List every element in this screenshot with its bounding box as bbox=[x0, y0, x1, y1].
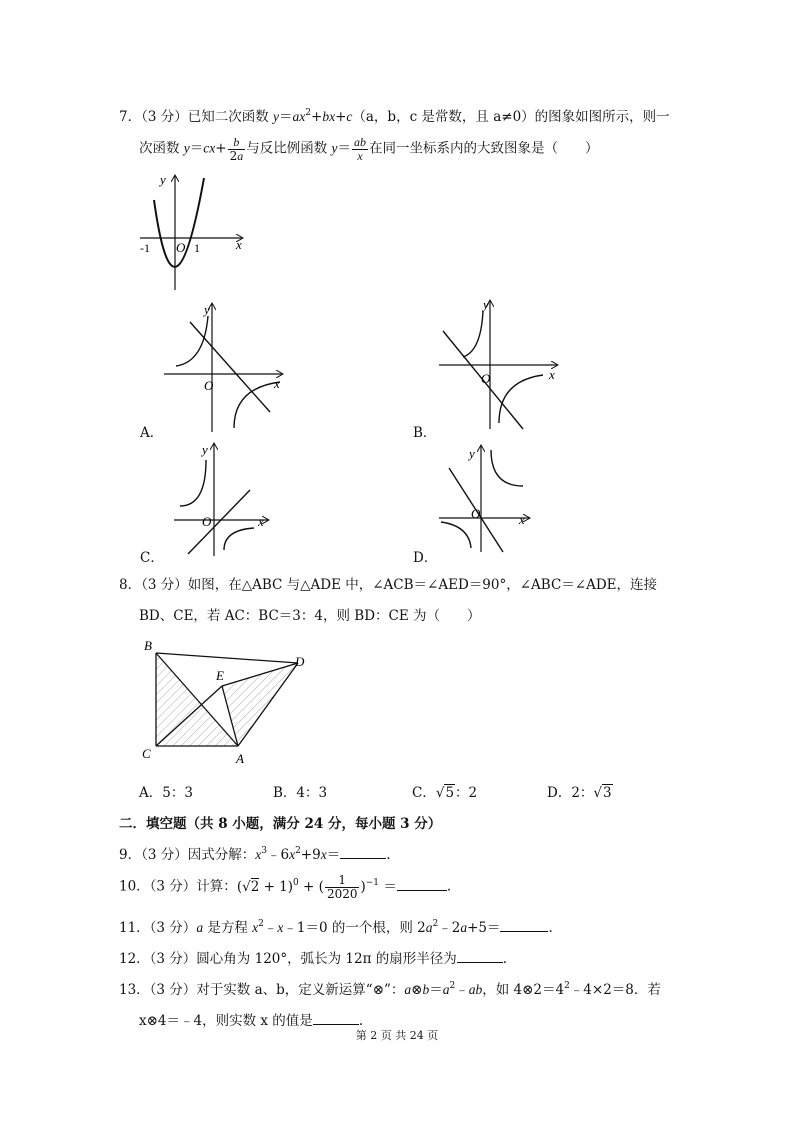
hyperbola-branch-1 bbox=[491, 450, 523, 486]
svg-text:y: y bbox=[469, 446, 475, 461]
q9-answer-blank[interactable] bbox=[340, 846, 386, 859]
q7-option-d-graph bbox=[435, 442, 535, 554]
q7-option-b-label[interactable]: B． bbox=[413, 425, 437, 441]
line-graph bbox=[190, 322, 270, 412]
one-label: 1 bbox=[194, 241, 200, 255]
q7-option-a-label[interactable]: A． bbox=[140, 425, 164, 441]
point-e-label: E bbox=[216, 668, 224, 683]
triangle-ade-fill bbox=[222, 663, 298, 746]
q7-frac-ab-x: $\frac{ab}{x}$ bbox=[354, 135, 367, 163]
point-b-label: B bbox=[144, 638, 152, 653]
svg-text:O: O bbox=[204, 378, 214, 393]
q7-parabola-figure bbox=[130, 172, 250, 294]
q13-line1: 13．（3 分）对于实数 a、b，定义新运算“⊗”：$a\otimes b=a^2﹣ab$，如 $4\otimes 2=4^2﹣4\times 2=8$．若 bbox=[119, 981, 661, 998]
svg-text:y: y bbox=[204, 302, 210, 317]
q7-option-c-label[interactable]: C． bbox=[140, 550, 164, 566]
q7-quadratic: y bbox=[273, 109, 280, 124]
q7-line1: 7．（3 分）已知二次函数 $y=ax^2+bx+c(a$，b，c 是常数，且 a≠0）的图象如图所示，则一 bbox=[119, 108, 670, 125]
section2-title: 二．填空题（共 8 小题，满分 24 分，每小题 3 分） bbox=[119, 816, 442, 832]
q8-option-d[interactable]: D．2：√3 bbox=[547, 785, 612, 801]
q7-frac-b-2a: $\frac{b}{2a}$ bbox=[229, 135, 244, 163]
origin-label: O bbox=[176, 240, 186, 255]
q7-option-d-label[interactable]: D． bbox=[413, 550, 438, 566]
q7-option-a-graph bbox=[160, 300, 290, 435]
q9: 9．（3 分）因式分解：$x^3﹣6x^2+9x=$ . bbox=[119, 846, 391, 863]
q8-option-b[interactable]: B．4：3 bbox=[273, 785, 328, 801]
page-footer: 第 2 页 共 24 页 bbox=[355, 1029, 439, 1042]
x-label: x bbox=[236, 237, 242, 252]
svg-text:x: x bbox=[549, 367, 555, 382]
svg-text:x: x bbox=[274, 376, 280, 391]
hyperbola-branch-4 bbox=[499, 375, 543, 423]
q7-line2: 次函数 y＝cx+ $\frac{b}{2a}$ 与反比例函数 y＝ $\frac{ab}{x}$ 在同一坐标系内的大致图象是（ ） bbox=[139, 135, 599, 163]
q8-option-a[interactable]: A．5：3 bbox=[139, 785, 193, 801]
q8-line1: 8．（3 分）如图，在△ABC 与△ADE 中，∠ACB＝∠AED＝90°，∠ABC＝∠ADE，连接 bbox=[119, 577, 658, 593]
neg-one-label: -1 bbox=[140, 241, 150, 255]
q10-answer-blank[interactable] bbox=[397, 878, 447, 891]
q7-prefix: 7．（3 分）已知二次函数 bbox=[119, 109, 274, 125]
point-d-label: D bbox=[295, 654, 305, 669]
q7-option-c-graph bbox=[170, 440, 280, 558]
svg-text:y: y bbox=[483, 297, 489, 312]
q12: 12．（3 分）圆心角为 120°，弧长为 12π 的扇形半径为 . bbox=[119, 951, 508, 967]
svg-text:O: O bbox=[202, 514, 212, 529]
point-a-label: A bbox=[236, 751, 244, 766]
q12-answer-blank[interactable] bbox=[457, 950, 503, 963]
svg-text:O: O bbox=[471, 506, 481, 521]
q11-answer-blank[interactable] bbox=[500, 919, 548, 932]
q7-condition: （a，b，c 是常数，且 a≠0）的图象如图所示，则一 bbox=[352, 109, 670, 125]
q8-triangle-figure bbox=[138, 636, 316, 768]
q7-option-b-graph bbox=[435, 297, 565, 435]
q8-line2: BD、CE，若 AC：BC＝3：4，则 BD：CE 为（ ） bbox=[139, 608, 481, 624]
line-graph bbox=[188, 490, 250, 554]
svg-text:y: y bbox=[202, 442, 208, 457]
svg-text:O: O bbox=[481, 371, 491, 386]
svg-text:x: x bbox=[258, 514, 264, 529]
hyperbola-branch-2 bbox=[463, 311, 483, 357]
hyperbola-branch-3 bbox=[441, 522, 471, 548]
q8-option-c[interactable]: C．√5：2 bbox=[412, 785, 478, 801]
y-label: y bbox=[160, 172, 166, 187]
q11: 11．（3 分）a 是方程 $x^2﹣x﹣1=0$ 的一个根，则 $2a^2﹣2a+5=$ . bbox=[119, 919, 553, 936]
q10-fraction: $\frac{1}{2020}$ bbox=[326, 873, 358, 901]
svg-text:x: x bbox=[519, 512, 525, 527]
q13-line2: x⊗4＝﹣4，则实数 x 的值是 . bbox=[139, 1013, 364, 1029]
hyperbola-branch-2 bbox=[180, 460, 206, 506]
point-c-label: C bbox=[142, 746, 151, 761]
q10: 10．（3 分）计算：$(√2 + 1)^0$ + ( $\frac{1}{2020}$ )$^{-1}$ ＝ . bbox=[119, 873, 452, 901]
q13-answer-blank[interactable] bbox=[313, 1012, 359, 1025]
hyperbola-branch-4 bbox=[224, 528, 254, 550]
